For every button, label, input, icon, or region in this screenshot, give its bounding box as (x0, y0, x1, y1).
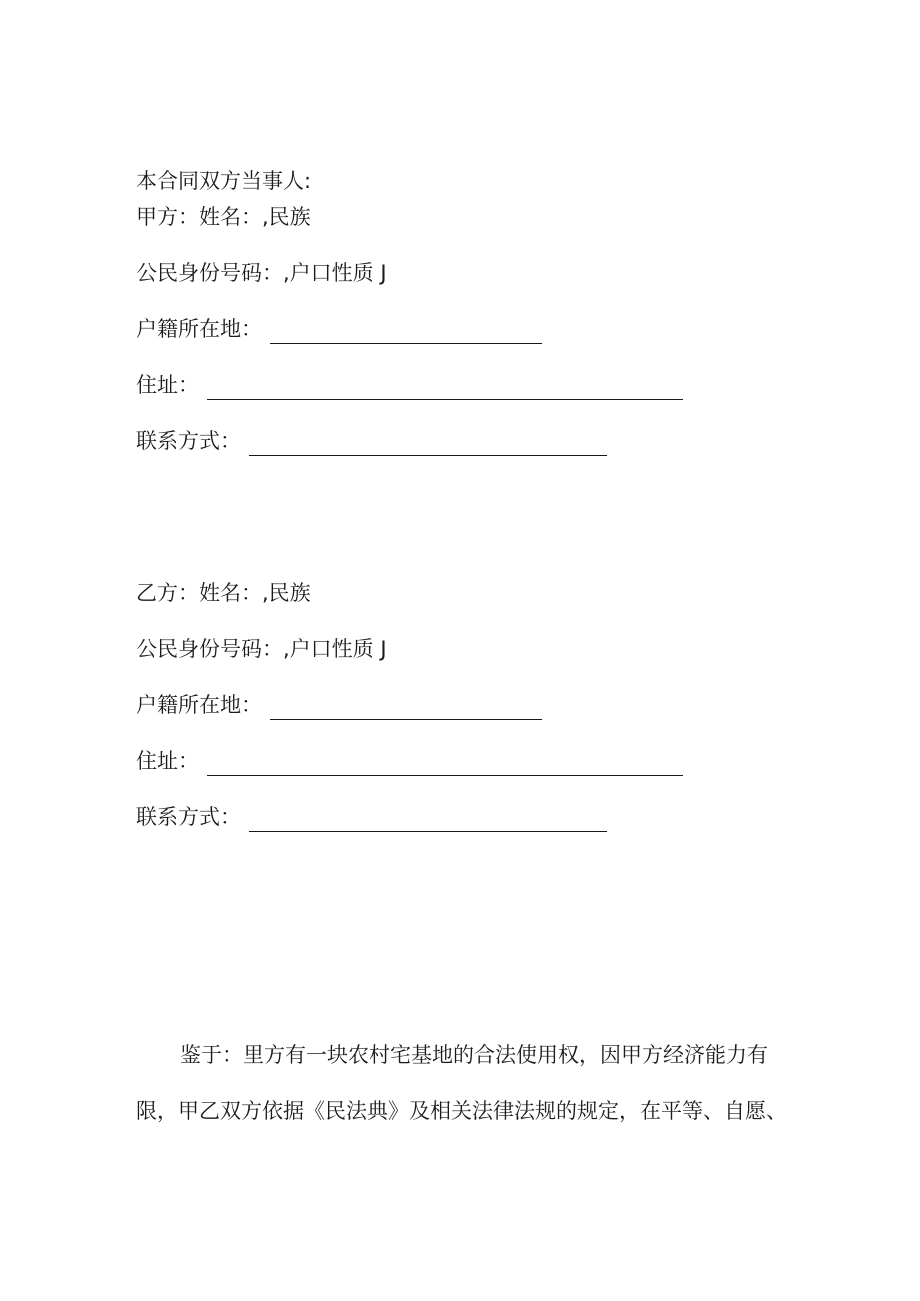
party-b-address-blank (207, 753, 683, 776)
party-b-hukou-blank (270, 697, 542, 720)
party-b-address-row (136, 746, 683, 776)
party-a-contact-blank (249, 433, 607, 456)
party-b-address-label: 住址： (136, 749, 199, 773)
recital-line-2: 限，甲乙双方依据《民法典》及相关法律法规的规定，在平等、自愿、 (136, 1099, 787, 1123)
party-b-contact-row (136, 802, 607, 832)
party-a-hukou-row (136, 314, 542, 344)
recital-paragraph (136, 1040, 796, 1126)
parties-intro: 本合同双方当事人: (136, 169, 312, 193)
party-a-hukou-blank (270, 321, 542, 344)
party-b-name-line: 乙方：姓名：,民族 (136, 581, 311, 605)
party-b-contact-blank (249, 809, 607, 832)
recital-line-1: 鉴于：里方有一块农村宅基地的合法使用权，因甲方经济能力有 (180, 1043, 768, 1067)
party-b-contact-label: 联系方式： (136, 805, 241, 829)
party-b-id-line: 公民身份号码：,户口性质 J (136, 637, 387, 661)
party-a-address-row (136, 370, 683, 400)
party-a-contact-row (136, 426, 607, 456)
party-b-hukou-row (136, 690, 542, 720)
party-a-contact-label: 联系方式： (136, 429, 241, 453)
party-a-hukou-label: 户籍所在地： (136, 317, 262, 341)
party-a-address-blank (207, 377, 683, 400)
party-a-name-line: 甲方：姓名：,民族 (136, 205, 311, 229)
party-b-hukou-label: 户籍所在地： (136, 693, 262, 717)
party-a-address-label: 住址： (136, 373, 199, 397)
party-a-id-line: 公民身份号码：,户口性质 J (136, 261, 387, 285)
